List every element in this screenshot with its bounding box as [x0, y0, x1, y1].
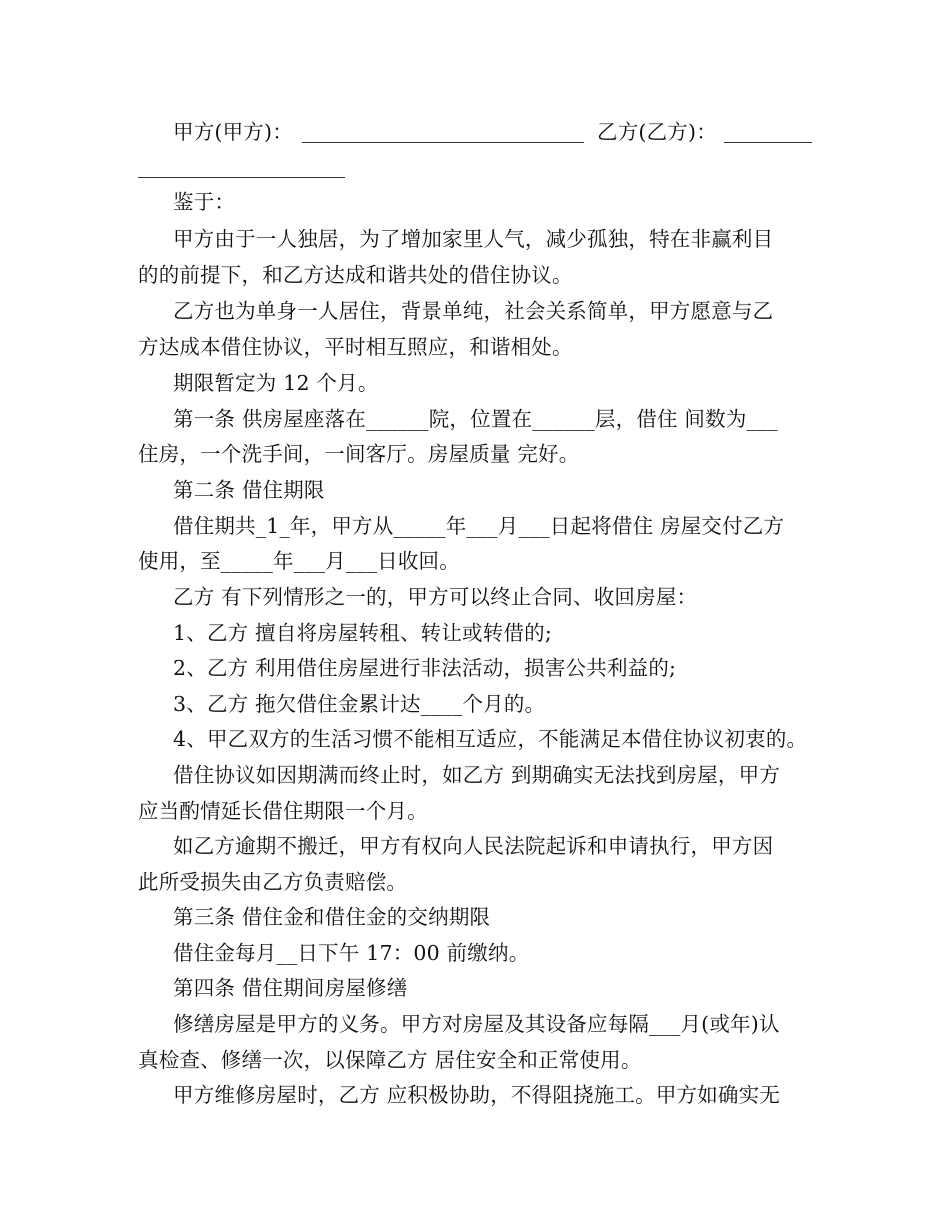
- paragraph-line: 的的前提下，和乙方达成和谐共处的借住协议。: [138, 263, 573, 287]
- paragraph-line: 甲方由于一人独居，为了增加家里人气，减少孤独，特在非赢利目: [173, 227, 774, 251]
- list-item: 1、乙方 擅自将房屋转租、转让或转借的;: [173, 621, 552, 645]
- paragraph-line: 借住协议如因期满而终止时，如乙方 到期确实无法找到房屋，甲方: [173, 763, 781, 787]
- whereas-heading: 鉴于：: [173, 190, 236, 214]
- paragraph-line: 此所受损失由乙方负责赔偿。: [138, 870, 408, 894]
- paragraph-line: 住房，一个洗手间，一间客厅。房屋质量 完好。: [138, 442, 580, 466]
- list-item: 3、乙方 拖欠借住金累计达____个月的。: [173, 692, 546, 716]
- article-2-heading: 第二条 借住期限: [173, 478, 325, 502]
- paragraph-line: 乙方也为单身一人居住，背景单纯，社会关系简单，甲方愿意与乙: [173, 299, 774, 323]
- paragraph-line: 借住金每月__日下午 17：00 前缴纳。: [173, 941, 530, 965]
- paragraph-line: 期限暂定为 12 个月。: [173, 371, 379, 395]
- party-b-blank-line: [724, 142, 812, 143]
- party-a-blank-line: [302, 142, 584, 143]
- list-item: 4、甲乙双方的生活习惯不能相互适应，不能满足本借住协议初衷的。: [173, 727, 808, 751]
- paragraph-line: 使用，至_____年___月___日收回。: [138, 549, 460, 573]
- paragraph-line: 方达成本借住协议，平时相互照应，和谐相处。: [138, 335, 573, 359]
- party-a-label: 甲方(甲方)：: [173, 120, 293, 144]
- paragraph-line: 真检查、修缮一次，以保障乙方 居住安全和正常使用。: [138, 1048, 642, 1072]
- article-3-heading: 第三条 借住金和借住金的交纳期限: [173, 905, 491, 929]
- party-b-blank-line-continued: [138, 177, 345, 178]
- paragraph-line: 如乙方逾期不搬迁，甲方有权向人民法院起诉和申请执行，甲方因: [173, 834, 774, 858]
- article-1-line: 第一条 供房屋座落在______院，位置在______层，借住 间数为___: [173, 407, 778, 431]
- list-item: 2、乙方 利用借住房屋进行非法活动，损害公共利益的;: [173, 656, 677, 680]
- paragraph-line: 乙方 有下列情形之一的，甲方可以终止合同、收回房屋：: [173, 585, 698, 609]
- paragraph-line: 应当酌情延长借住期限一个月。: [138, 799, 428, 823]
- paragraph-line: 借住期共_1_年，甲方从_____年___月___日起将借住 房屋交付乙方: [173, 514, 785, 538]
- paragraph-line: 修缮房屋是甲方的义务。甲方对房屋及其设备应每隔___月(或年)认: [173, 1012, 780, 1036]
- paragraph-line: 甲方维修房屋时，乙方 应积极协助，不得阻挠施工。甲方如确实无: [173, 1083, 781, 1107]
- article-4-heading: 第四条 借住期间房屋修缮: [173, 976, 408, 1000]
- party-b-label: 乙方(乙方)：: [597, 120, 717, 144]
